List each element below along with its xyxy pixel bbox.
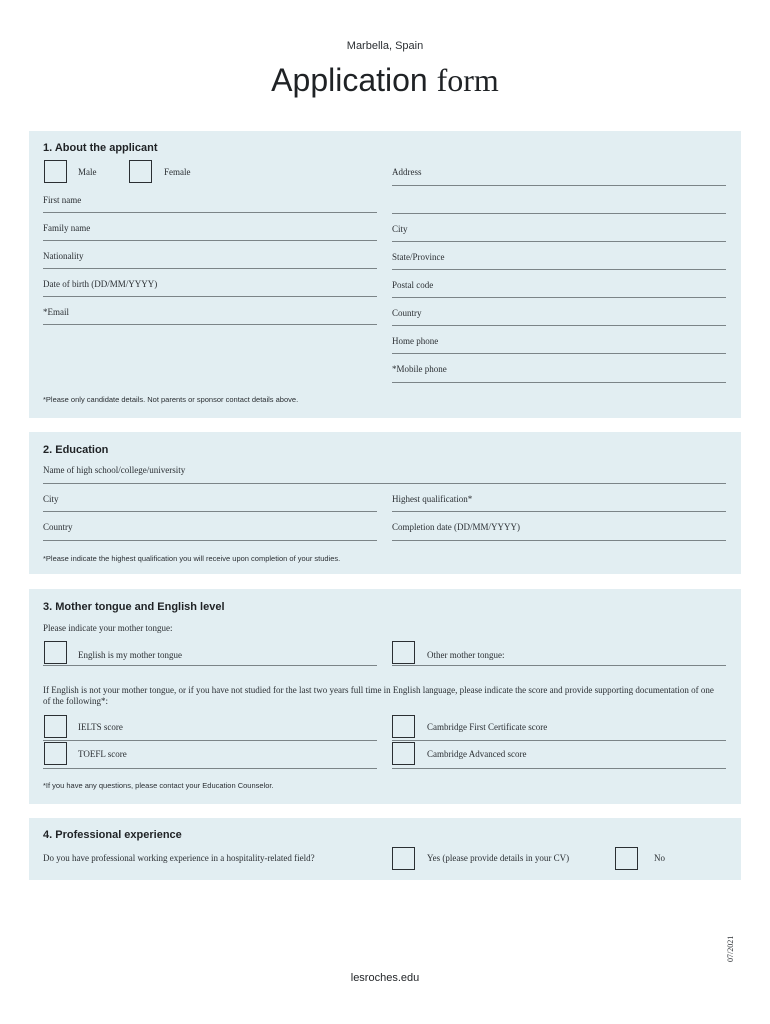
- website-link[interactable]: lesroches.edu: [350, 972, 420, 984]
- male-label: Male: [78, 167, 97, 177]
- title-word-application: Application: [271, 62, 428, 98]
- family-name-label: Family name: [43, 223, 91, 233]
- school-field[interactable]: [43, 483, 726, 484]
- state-field[interactable]: [392, 269, 726, 270]
- school-label: Name of high school/college/university: [43, 465, 186, 475]
- address-field-1[interactable]: [392, 185, 726, 186]
- english-mother-tongue-label: English is my mother tongue: [78, 650, 182, 660]
- female-checkbox[interactable]: [129, 160, 152, 183]
- postal-field[interactable]: [392, 297, 726, 298]
- experience-yes-checkbox[interactable]: [392, 847, 415, 870]
- toefl-field[interactable]: [43, 768, 377, 769]
- edu-country-label: Country: [43, 522, 73, 532]
- dob-label: Date of birth (DD/MM/YYYY): [43, 279, 158, 289]
- section-title: 3. Mother tongue and English level: [43, 601, 225, 613]
- city-field[interactable]: [392, 241, 726, 242]
- cambridge-first-checkbox[interactable]: [392, 715, 415, 738]
- mother-tongue-prompt: Please indicate your mother tongue:: [43, 623, 173, 633]
- qualification-field[interactable]: [392, 511, 726, 512]
- home-phone-label: Home phone: [392, 336, 439, 346]
- section-professional-experience: [29, 818, 741, 880]
- section-title: 4. Professional experience: [43, 829, 182, 841]
- home-phone-field[interactable]: [392, 353, 726, 354]
- first-name-label: First name: [43, 195, 82, 205]
- english-mother-tongue-checkbox[interactable]: [44, 641, 67, 664]
- english-mother-tongue-line: [43, 665, 377, 666]
- title-word-form: form: [436, 62, 499, 98]
- mobile-phone-label: *Mobile phone: [392, 364, 447, 374]
- toefl-label: TOEFL score: [78, 749, 127, 759]
- male-checkbox[interactable]: [44, 160, 67, 183]
- female-label: Female: [164, 167, 191, 177]
- first-name-field[interactable]: [43, 212, 377, 213]
- toefl-checkbox[interactable]: [44, 742, 67, 765]
- city-label: City: [392, 224, 408, 234]
- section3-note: *If you have any questions, please contact your Education Counselor.: [43, 781, 274, 790]
- family-name-field[interactable]: [43, 240, 377, 241]
- cambridge-advanced-label: Cambridge Advanced score: [427, 749, 527, 759]
- cambridge-first-field[interactable]: [392, 740, 726, 741]
- edu-country-field[interactable]: [43, 540, 377, 541]
- experience-question: Do you have professional working experience in a hospitality-related field?: [43, 853, 315, 863]
- location-text: Marbella, Spain: [346, 40, 424, 52]
- email-label: *Email: [43, 307, 69, 317]
- completion-field[interactable]: [392, 540, 726, 541]
- experience-yes-label: Yes (please provide details in your CV): [427, 853, 570, 863]
- cambridge-advanced-checkbox[interactable]: [392, 742, 415, 765]
- ielts-field[interactable]: [43, 740, 377, 741]
- nationality-field[interactable]: [43, 268, 377, 269]
- section2-note: *Please indicate the highest qualification you will receive upon completion of your studies.: [43, 554, 341, 563]
- state-label: State/Province: [392, 252, 445, 262]
- cambridge-first-label: Cambridge First Certificate score: [427, 722, 548, 732]
- address-field-2[interactable]: [392, 213, 726, 214]
- date-code: 07/2021: [726, 935, 735, 962]
- mobile-phone-field[interactable]: [392, 382, 726, 383]
- qualification-label: Highest qualification*: [392, 494, 473, 504]
- ielts-checkbox[interactable]: [44, 715, 67, 738]
- edu-city-label: City: [43, 494, 59, 504]
- english-level-instructions: If English is not your mother tongue, or if you have not studied for the last two years full time in English language, please indicate the score and provide supporting documentation of one of the following*:: [43, 685, 714, 706]
- page-title: [0, 62, 770, 99]
- nationality-label: Nationality: [43, 251, 84, 261]
- address-label: Address: [392, 167, 422, 177]
- experience-no-checkbox[interactable]: [615, 847, 638, 870]
- other-mother-tongue-checkbox[interactable]: [392, 641, 415, 664]
- country-field[interactable]: [392, 325, 726, 326]
- postal-label: Postal code: [392, 280, 434, 290]
- ielts-label: IELTS score: [78, 722, 123, 732]
- experience-no-label: No: [654, 853, 665, 863]
- edu-city-field[interactable]: [43, 511, 377, 512]
- completion-label: Completion date (DD/MM/YYYY): [392, 522, 520, 532]
- section-about-applicant: [29, 131, 741, 418]
- section-title: 2. Education: [43, 444, 109, 456]
- section-education: [29, 432, 741, 574]
- section1-note: *Please only candidate details. Not parents or sponsor contact details above.: [43, 395, 299, 404]
- other-mother-tongue-label: Other mother tongue:: [427, 650, 505, 660]
- section-title: 1. About the applicant: [43, 142, 158, 154]
- cambridge-advanced-field[interactable]: [392, 768, 726, 769]
- country-label: Country: [392, 308, 422, 318]
- dob-field[interactable]: [43, 296, 377, 297]
- section-mother-tongue: [29, 589, 741, 804]
- email-field[interactable]: [43, 324, 377, 325]
- other-mother-tongue-field[interactable]: [392, 665, 726, 666]
